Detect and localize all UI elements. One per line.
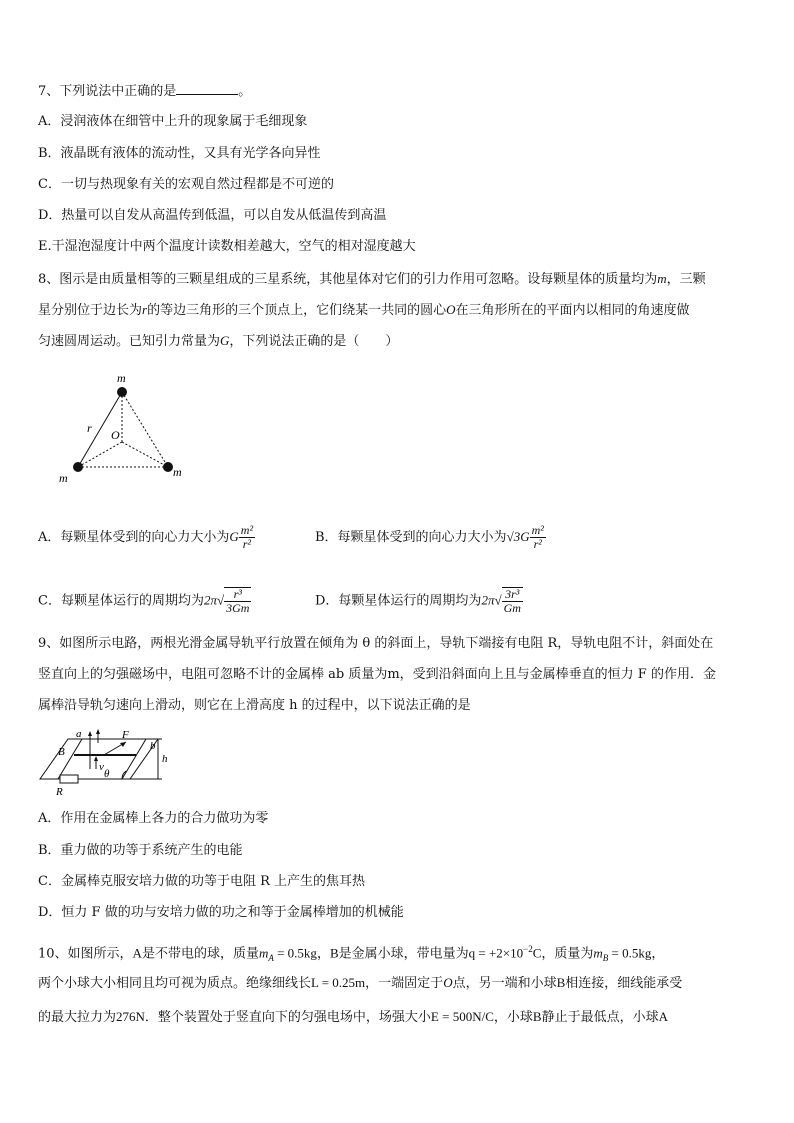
label-v: v <box>99 761 104 773</box>
q9-stem-line2: 竖直向上的匀强磁场中，电阻可忽略不计的金属棒 ab 质量为m，受到沿斜面向上且与金属棒垂直的恒力 F 的作用．金 <box>38 667 716 682</box>
q9-option-d: D．恒力 F 做的功与安培力做的功之和等于金属棒增加的机械能 <box>38 905 404 920</box>
q8-option-b: B．每颗星体受到的向心力大小为√3G $\frac{\text{m²}}{\text{r²}}$ <box>315 523 544 551</box>
q8-stem-line3: 匀速圆周运动。已知引力常量为G，下列说法正确的是（ ） <box>38 333 399 349</box>
q9-stem-line1: 9、如图所示电路，两根光滑金属导轨平行放置在倾角为 θ 的斜面上，导轨下端接有电阻 R，导轨电阻不计，斜面处在 <box>38 636 714 651</box>
answer-blank <box>176 82 238 95</box>
q8-option-d: D．每颗星体运行的周期均为2π√ $\frac{\text{3r³}}{Gm}$ <box>315 587 521 615</box>
q8-stem-line1: 8、图示是由质量相等的三颗星组成的三星系统，其他星体对它们的引力作用可忽略。设每颗星体的质量均为m，三颗 <box>38 271 706 287</box>
q7-option-e: E.干湿泡湿度计中两个温度计读数相差越大，空气的相对湿度越大 <box>38 239 416 254</box>
three-star-figure <box>55 370 195 485</box>
label-r: r <box>87 421 92 435</box>
q7-stem: 7、下列说法中正确的是 。 <box>38 84 252 99</box>
triangle-side-right <box>122 392 168 467</box>
q9-option-a: A．作用在金属棒上各力的合力做功为零 <box>38 811 269 826</box>
q9-option-b: B．重力做的功等于系统产生的电能 <box>38 843 243 858</box>
incline-plane <box>40 739 158 779</box>
q9-stem-line3: 属棒沿导轨匀速向上滑动，则它在上滑高度 h 的过程中，以下说法正确的是 <box>38 698 471 713</box>
label-m-right: m <box>173 465 182 479</box>
label-a: a <box>76 728 82 740</box>
fraction-c: $\frac{\text{r³}}{3Gm}$ <box>226 587 250 615</box>
star-right <box>163 462 173 472</box>
star-top <box>117 387 127 397</box>
q8-option-a: A．每颗星体受到的向心力大小为G $\frac{\text{m²}}{\text{r²}}$ <box>38 523 254 551</box>
q10-stem-line3: 的最大拉力为276N．整个装置处于竖直向下的匀强电场中，场强大小E = 500N/C，小球B静止于最低点，小球A <box>38 1009 668 1025</box>
q7-option-a: A．浸润液体在细管中上升的现象属于毛细现象 <box>38 114 308 129</box>
sqrt-symbol: √ <box>216 592 225 608</box>
label-big-b: B <box>58 746 65 758</box>
label-r: R <box>56 786 63 797</box>
label-h: h <box>162 753 168 765</box>
q7-option-d: D．热量可以自发从高温传到低温，可以自发从低温传到高温 <box>38 208 387 223</box>
q7-option-c: C．一切与热现象有关的宏观自然过程都是不可逆的 <box>38 177 334 192</box>
q10-stem-line1: 10、如图所示，A是不带电的球，质量$m_A = 0.5kg$，B是金属小球，带电量为$q = +2\times 10^{-2}C$，质量为$m_B = 0.5kg$， <box>38 944 665 963</box>
sqrt-symbol: √ <box>506 529 514 544</box>
label-m-top: m <box>117 371 126 385</box>
rail-left <box>58 739 82 779</box>
center-line-left <box>78 442 122 467</box>
b-field-arrowhead-1 <box>88 731 92 736</box>
label-m-left: m <box>59 471 68 485</box>
label-f: F <box>122 729 129 741</box>
inclined-rail-figure <box>38 725 173 797</box>
label-b: b <box>150 740 156 752</box>
label-o: O <box>111 428 120 442</box>
q10-stem-line2: 两个小球大小相同且均可视为质点。绝缘细线长L = 0.25m，一端固定于O点，另一端和小球B相连接，细线能承受 <box>38 975 683 991</box>
q8-stem-line2: 星分别位于边长为r的等边三角形的三个顶点上，它们绕某一共同的圆心O在三角形所在的平面内以相同的角速度做 <box>38 302 690 318</box>
fraction-b: $\frac{\text{m²}}{\text{r²}}$ <box>531 523 544 551</box>
center-line-right <box>122 442 168 467</box>
fraction-d: $\frac{\text{3r³}}{Gm}$ <box>503 587 521 615</box>
fraction-a: $\frac{\text{m²}}{\text{r²}}$ <box>240 523 254 551</box>
star-left <box>73 462 83 472</box>
q9-option-c: C．金属棒克服安培力做的功等于电阻 R 上产生的焦耳热 <box>38 874 365 889</box>
sqrt-symbol: √ <box>494 592 502 608</box>
resistor-r <box>60 775 78 783</box>
b-field-arrowhead-2 <box>96 729 100 734</box>
velocity-arrowhead <box>94 756 98 761</box>
q7-option-b: B．液晶既有液体的流动性，又具有光学各向异性 <box>38 146 321 161</box>
q8-option-c: C．每颗星体运行的周期均为2π√ $\frac{\text{r³}}{3Gm}$ <box>38 587 250 615</box>
label-theta: θ <box>104 768 110 780</box>
